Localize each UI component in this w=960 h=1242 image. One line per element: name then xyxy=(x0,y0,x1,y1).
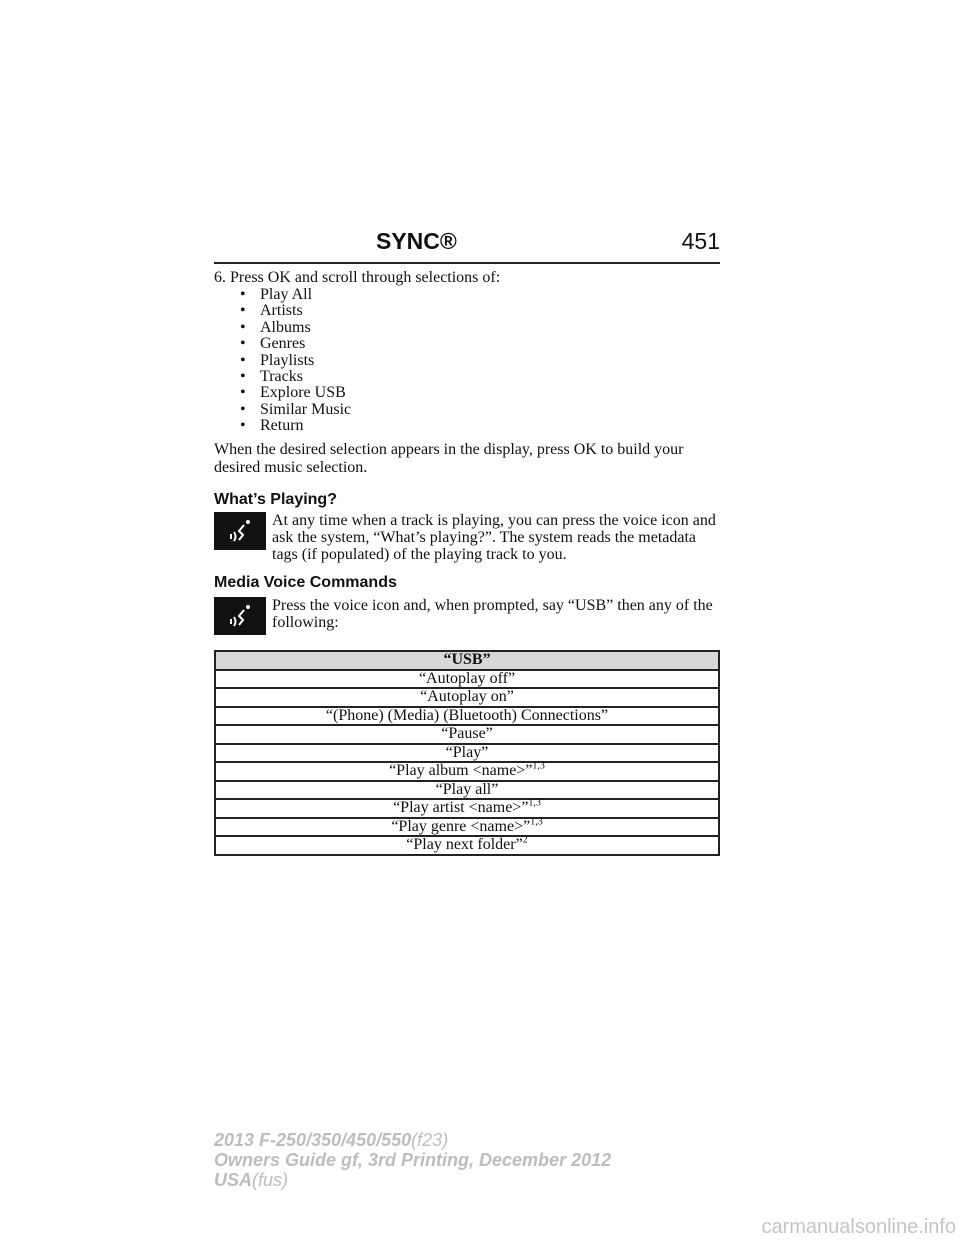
command-text: “(Phone) (Media) (Bluetooth) Connections” xyxy=(325,706,609,724)
command-text: “Autoplay off” xyxy=(418,669,516,687)
voice-icon xyxy=(214,597,266,635)
list-item: • Return xyxy=(240,418,351,434)
region-code: (fus) xyxy=(252,1170,289,1190)
table-row xyxy=(215,818,719,837)
table-row xyxy=(215,688,719,707)
table-cell xyxy=(215,725,719,744)
page-header xyxy=(214,228,720,264)
command-text: “Play genre <name>” xyxy=(391,817,531,835)
command-text: “Pause” xyxy=(441,725,493,743)
watermark: carmanualsonline.info xyxy=(761,1216,956,1238)
step-6-text: 6. Press OK and scroll through selections of: xyxy=(214,269,501,286)
table-cell xyxy=(215,818,719,837)
table-cell xyxy=(215,762,719,781)
table-header-cell: “USB” xyxy=(215,651,719,670)
command-text: “Play next folder” xyxy=(406,836,523,854)
command-text: “Play album <name>” xyxy=(389,762,533,780)
table-row xyxy=(215,762,719,781)
list-item: • Playlists xyxy=(240,353,351,369)
table-row xyxy=(215,707,719,726)
usb-commands-table xyxy=(214,650,720,856)
table-row xyxy=(215,670,719,689)
list-item: • Albums xyxy=(240,320,351,336)
voice-icon xyxy=(214,512,266,550)
table-cell xyxy=(215,836,719,855)
footer-line-3 xyxy=(214,1170,611,1190)
region-text: USA xyxy=(214,1170,253,1190)
table-cell xyxy=(215,799,719,818)
whats-playing-text: At any time when a track is playing, you can press the voice icon and ask the system, “What’s playing?”. The system reads the metadata tags (if populated) of the playing track to you. xyxy=(272,512,716,563)
footnote-ref: 1,3 xyxy=(528,797,541,809)
footnote-ref: 2 xyxy=(522,834,528,846)
table-header-row xyxy=(215,651,719,670)
list-item: • Explore USB xyxy=(240,385,351,401)
command-text: “Play all” xyxy=(435,780,499,798)
selection-paragraph: When the desired selection appears in the display, press OK to build your desired music selection. xyxy=(214,441,684,476)
model-code: (f23) xyxy=(411,1130,449,1150)
media-voice-commands-heading: Media Voice Commands xyxy=(214,574,397,591)
table-cell xyxy=(215,670,719,689)
table-row xyxy=(215,781,719,800)
list-item: • Play All xyxy=(240,287,351,303)
table-cell xyxy=(215,707,719,726)
command-text: “Play” xyxy=(445,743,489,761)
selection-list xyxy=(240,287,351,435)
whats-playing-heading: What’s Playing? xyxy=(214,491,337,508)
command-text: “Play artist <name>” xyxy=(393,799,529,817)
list-item: • Artists xyxy=(240,303,351,319)
table-cell xyxy=(215,688,719,707)
footnote-ref: 1,3 xyxy=(530,816,543,828)
footer-line-1 xyxy=(214,1130,611,1150)
list-item: • Tracks xyxy=(240,369,351,385)
table-row xyxy=(215,799,719,818)
table-row xyxy=(215,725,719,744)
section-title: SYNC® xyxy=(376,228,457,254)
page-number: 451 xyxy=(681,228,720,254)
command-text: “Autoplay on” xyxy=(420,688,514,706)
document-footer xyxy=(214,1130,611,1190)
table-cell xyxy=(215,744,719,763)
model-text: 2013 F-250/350/450/550 xyxy=(214,1130,412,1150)
media-voice-text: Press the voice icon and, when prompted, say “USB” then any of the following: xyxy=(272,597,713,631)
list-item: • Similar Music xyxy=(240,402,351,418)
footer-line-2: Owners Guide gf, 3rd Printing, December 2012 xyxy=(214,1150,612,1170)
table-row xyxy=(215,744,719,763)
table-row xyxy=(215,836,719,855)
list-item: • Genres xyxy=(240,336,351,352)
table-cell xyxy=(215,781,719,800)
footnote-ref: 1,3 xyxy=(532,760,545,772)
